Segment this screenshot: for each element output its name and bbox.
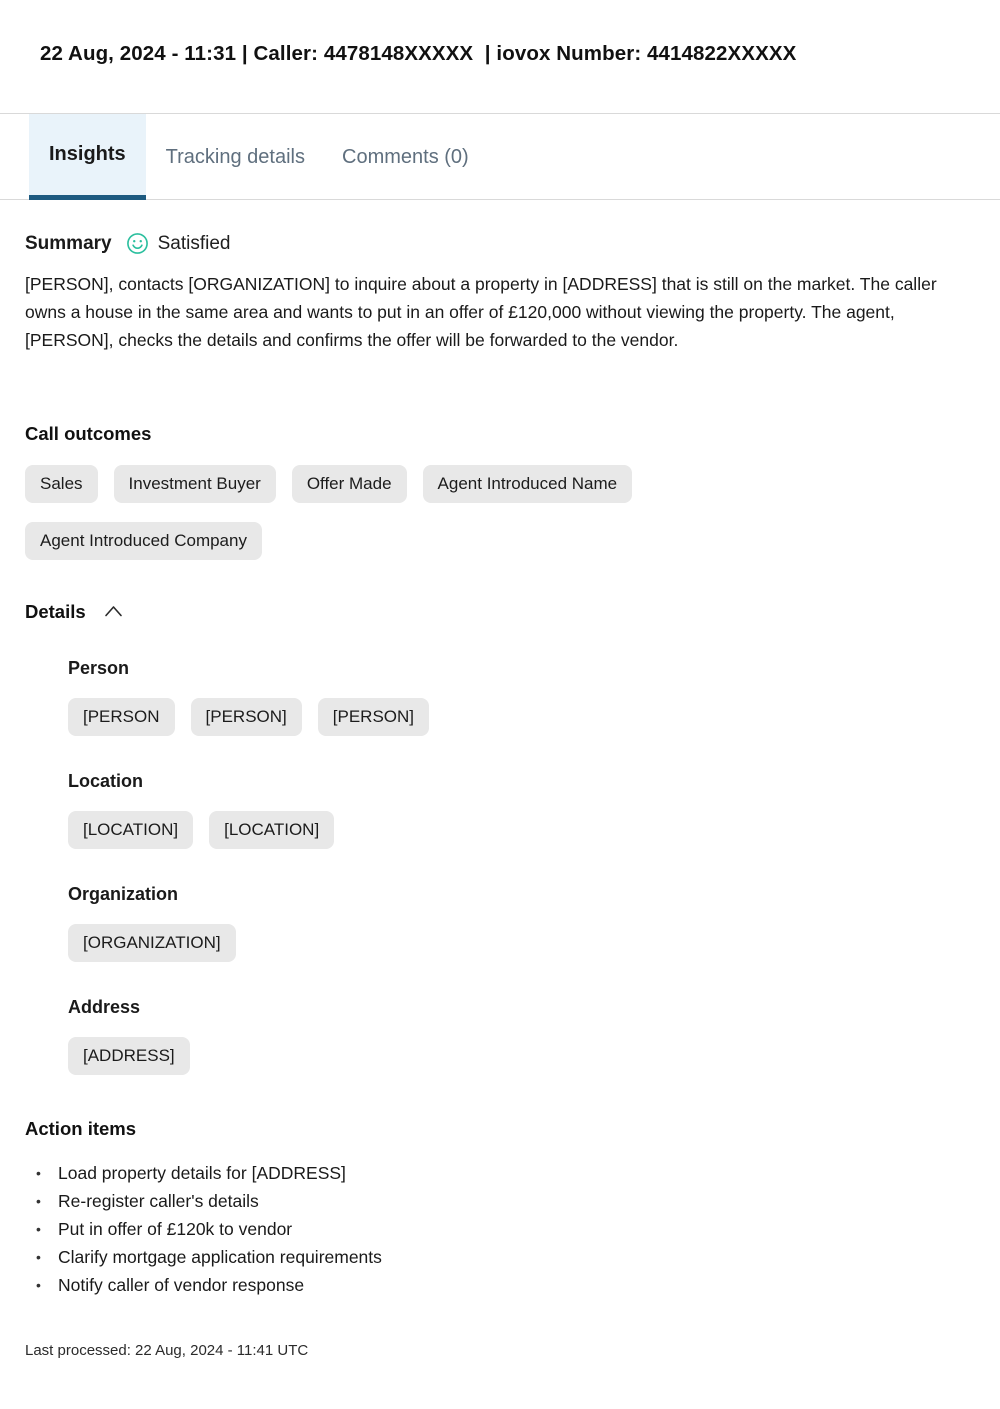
outcome-tag: Agent Introduced Company bbox=[25, 522, 262, 560]
detail-group-label: Location bbox=[68, 771, 143, 791]
outcome-tag: Investment Buyer bbox=[114, 465, 276, 503]
tab-comments-label: Comments (0) bbox=[342, 145, 469, 168]
summary-text: [PERSON], contacts [ORGANIZATION] to inquire about a property in [ADDRESS] that is still on the market. The caller owns a house in the same area and wants to put in an offer of £120,000 without viewing the property. The agent, [PERSON], checks the details and confirms the offer will be forwarded to the vendor. bbox=[25, 274, 937, 350]
entity-tag: [LOCATION] bbox=[209, 811, 334, 849]
tab-insights-label: Insights bbox=[49, 143, 126, 165]
detail-group-tags bbox=[68, 924, 848, 962]
action-items-list bbox=[25, 1159, 975, 1299]
action-item: • Re-register caller's details bbox=[25, 1187, 975, 1215]
smiley-face-icon bbox=[126, 232, 149, 255]
detail-group-person bbox=[68, 658, 975, 736]
detail-group-label: Address bbox=[68, 997, 141, 1017]
call-outcomes-heading: Call outcomes bbox=[25, 423, 152, 444]
tab-tracking-details-label: Tracking details bbox=[165, 145, 305, 168]
outcome-tag: Offer Made bbox=[292, 465, 407, 503]
details-heading: Details bbox=[25, 601, 86, 622]
detail-group-organization bbox=[68, 884, 975, 962]
last-processed-timestamp: Last processed: 22 Aug, 2024 - 11:41 UTC bbox=[25, 1342, 309, 1359]
call-header bbox=[0, 0, 1000, 113]
summary-header-row bbox=[25, 232, 975, 255]
action-item: • Load property details for [ADDRESS] bbox=[25, 1159, 975, 1187]
action-items-heading: Action items bbox=[25, 1118, 137, 1139]
sentiment-label: Satisfied bbox=[157, 232, 231, 254]
outcome-tag: Sales bbox=[25, 465, 98, 503]
summary-heading: Summary bbox=[25, 232, 112, 254]
entity-tag: [PERSON] bbox=[318, 698, 429, 736]
entity-tag: [ORGANIZATION] bbox=[68, 924, 236, 962]
call-header-title: 22 Aug, 2024 - 11:31 | Caller: 4478148XXXXX | iovox Number: 4414822XXXXX bbox=[40, 42, 797, 65]
action-item: • Clarify mortgage application requirements bbox=[25, 1243, 975, 1271]
entity-tag: [PERSON bbox=[68, 698, 175, 736]
detail-group-label: Person bbox=[68, 658, 130, 678]
detail-group-location bbox=[68, 771, 975, 849]
chevron-up-icon bbox=[103, 604, 124, 621]
detail-group-tags bbox=[68, 811, 848, 849]
insights-panel bbox=[0, 232, 1000, 1359]
detail-group-tags bbox=[68, 698, 848, 736]
tab-tracking-details[interactable] bbox=[149, 114, 322, 200]
action-item: • Put in offer of £120k to vendor bbox=[25, 1215, 975, 1243]
details-collapse-toggle[interactable] bbox=[101, 602, 126, 623]
detail-group-tags bbox=[68, 1037, 848, 1075]
tab-bar bbox=[0, 113, 1000, 200]
action-item: • Notify caller of vendor response bbox=[25, 1271, 975, 1299]
detail-group-address bbox=[68, 997, 975, 1075]
entity-tag: [ADDRESS] bbox=[68, 1037, 190, 1075]
tab-insights[interactable] bbox=[29, 114, 146, 200]
tab-comments[interactable] bbox=[325, 114, 486, 200]
details-header-row bbox=[25, 601, 975, 623]
outcome-tag: Agent Introduced Name bbox=[423, 465, 633, 503]
detail-group-label: Organization bbox=[68, 884, 179, 904]
entity-tag: [PERSON] bbox=[191, 698, 302, 736]
call-outcomes-tags bbox=[25, 465, 805, 560]
entity-tag: [LOCATION] bbox=[68, 811, 193, 849]
